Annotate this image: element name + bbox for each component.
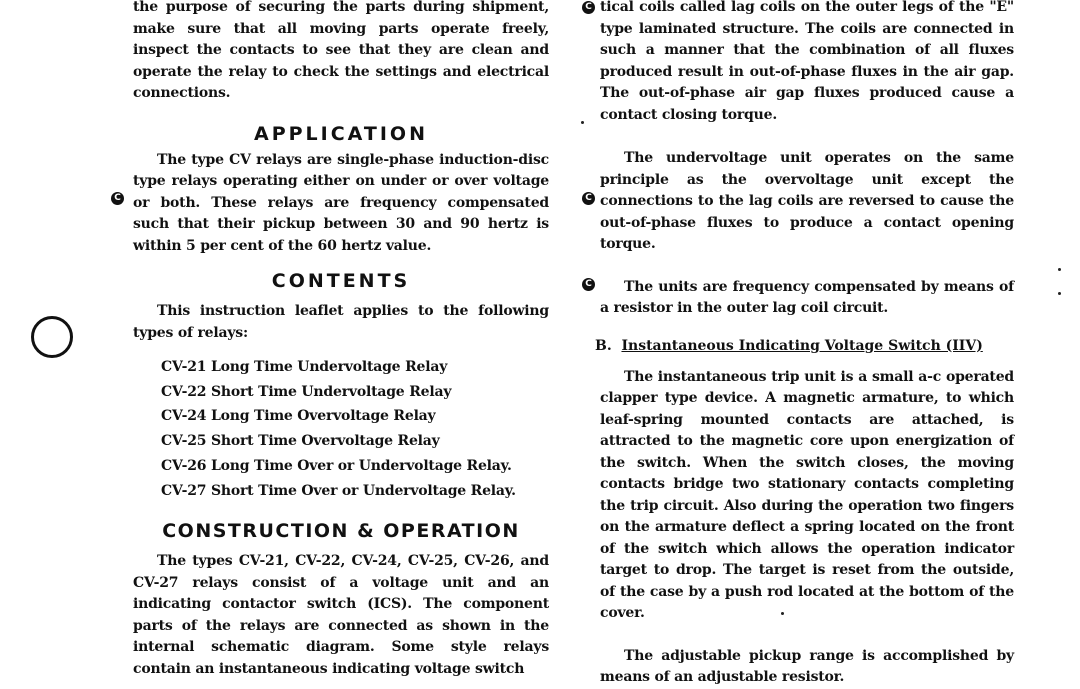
undervoltage-paragraph: The undervoltage unit operates on the same principle as the overvoltage unit except the connections to the lag coils are reversed to cause the out-of-phase fluxes to produce a contact opening torque. [600, 150, 1014, 252]
application-heading: APPLICATION [254, 122, 428, 145]
section-b-heading [595, 336, 1014, 356]
list-item: CV-21 Long Time Undervoltage Relay [161, 359, 448, 375]
revision-mark-icon: C [582, 278, 595, 291]
right-column [595, 0, 1014, 689]
list-item: CV-27 Short Time Over or Undervoltage Relay. [161, 482, 516, 499]
speck [1058, 292, 1061, 295]
section-b-title: Instantaneous Indicating Voltage Switch (IIV) [621, 337, 983, 354]
instantaneous-trip-paragraph: The instantaneous trip unit is a small a-c operated clapper type device. A magnetic armature, to which leaf-spring mounted contacts are attached, is attracted to the magnetic core upon energization of the switch. When the switch closes, the moving contacts bridge two stationary contacts completing the trip circuit. Also during the operation two fingers on the armature deflect a spring located on the front of the switch which allows the operation indicator target to drop. The target is reset from the outside, of the case by a push rod located at the bottom of the cover. [600, 368, 1014, 621]
left-column [133, 0, 549, 680]
contents-heading: CONTENTS [271, 270, 411, 292]
lag-coils-paragraph: tical coils called lag coils on the outer legs of the "E" type laminated structure. The coils are connected in such a manner that the combination of all fluxes produced result in out-of-phase fluxes in the air gap. The out-of-phase air gap fluxes produced cause a contact closing torque. [600, 0, 1014, 123]
list-item: CV-25 Short Time Overvoltage Relay [161, 433, 440, 450]
relay-types-list [133, 355, 549, 503]
list-item: CV-24 Long Time Overvoltage Relay [161, 408, 436, 425]
revision-mark-icon: C [111, 192, 124, 205]
section-b-letter: B. [595, 337, 612, 354]
contents-paragraph: This instruction leaflet applies to the following types of relays: [133, 303, 549, 341]
punch-hole [31, 316, 73, 358]
application-paragraph: The type CV relays are single-phase induction-disc type relays operating either on under or over voltage or both. These relays are frequency compensated such that their pickup between 30 and 90 hertz is within 5 per cent of the 60 hertz value. [133, 151, 549, 254]
revision-mark-icon: C [582, 1, 595, 14]
speck [1058, 268, 1061, 271]
construction-paragraph: The types CV-21, CV-22, CV-24, CV-25, CV-26, and CV-27 relays consist of a voltage unit and an indicating contactor switch (ICS). The component parts of the relays are connected as shown in the internal schematic diagram. Some style relays contain an instantaneous indicating voltage switch [133, 553, 549, 677]
frequency-paragraph: The units are frequency compensated by means of a resistor in the outer lag coil circuit. [600, 278, 1014, 316]
revision-mark-icon: C [582, 192, 595, 205]
list-item: CV-26 Long Time Over or Undervoltage Relay. [161, 457, 512, 474]
speck [581, 121, 584, 124]
list-item: CV-22 Short Time Undervoltage Relay [161, 383, 452, 400]
intro-paragraph: the purpose of securing the parts during shipment, make sure that all moving parts operate freely, inspect the contacts to see that they are clean and operate the relay to check the settings and electrical connections. [133, 0, 549, 101]
construction-heading: CONSTRUCTION & OPERATION [162, 520, 520, 543]
pickup-range-paragraph: The adjustable pickup range is accomplished by means of an adjustable resistor. [600, 647, 1014, 685]
